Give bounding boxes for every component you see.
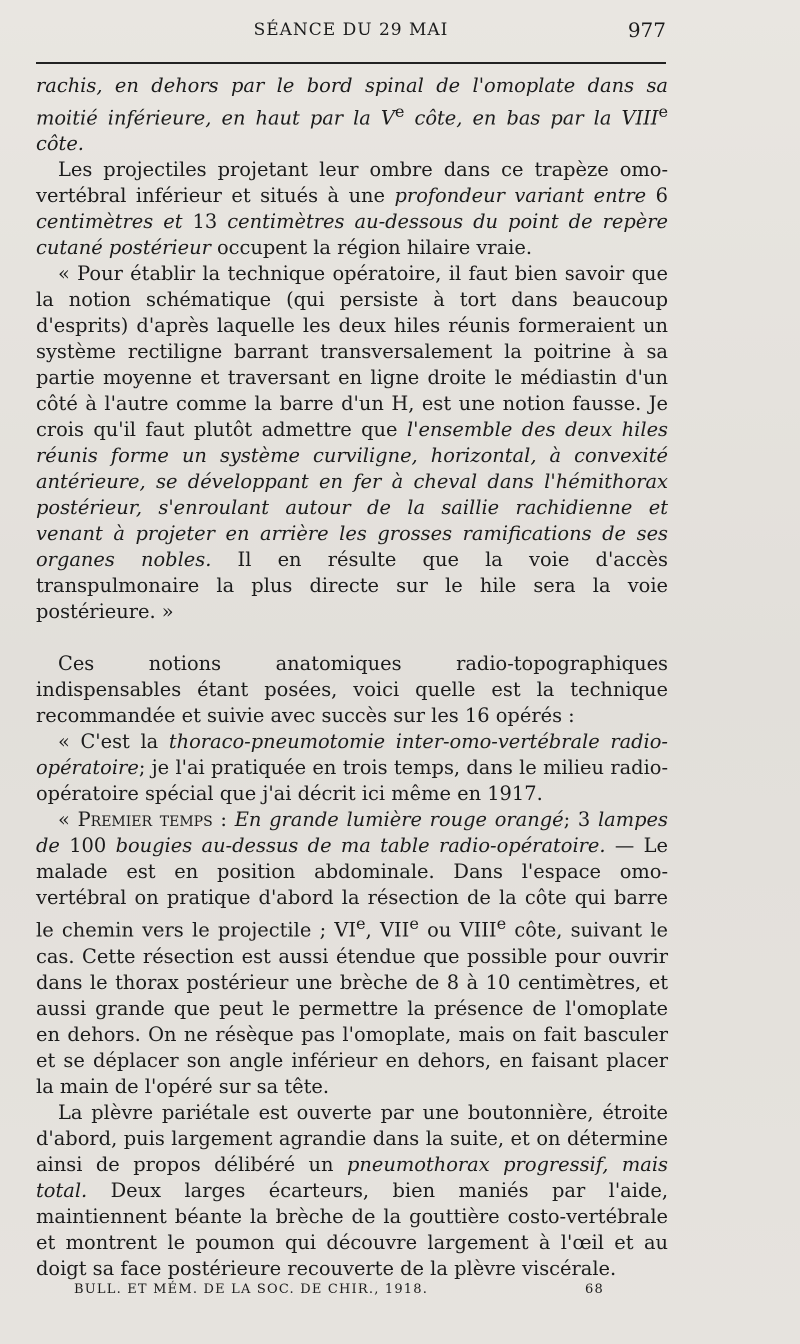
superscript: e	[658, 102, 668, 121]
italic-text: l'ensemble des deux hiles réunis forme un système curviligne, horizontal, à convexité antérieure, se développant en fer à cheval dans l'hémithorax postérieur, s'enroulant autour de la saillie rachidienne et venant à projeter en arrière les grosses ramifications de ses organes nobles.	[36, 418, 668, 572]
italic-text: centimètres au-dessous du point de repère cutané postérieur	[36, 210, 668, 260]
body-text	[36, 73, 668, 1282]
footer-sheet-number: 68	[585, 1282, 604, 1297]
text-run: :	[212, 808, 235, 832]
text-run: — Le malade est en position abdominale. Dans l'espace omo-vertébral on pratique d'abord la résection de la côte qui barre le chemin vers le projectile ; VI	[36, 834, 668, 942]
italic-text: thoraco-pneumotomie inter-omo-vertébrale radio-opératoire	[36, 730, 668, 780]
text-run: « C'est la	[58, 730, 169, 754]
superscript: e	[356, 914, 366, 934]
italic-text: lampes de	[36, 808, 668, 858]
paragraph-6	[36, 807, 668, 1099]
italic-text: côte.	[36, 132, 84, 156]
italic-text: centimètres et	[36, 210, 183, 234]
superscript: e	[496, 914, 507, 934]
page-header	[36, 14, 666, 50]
superscript: e	[394, 102, 405, 121]
paragraph-2	[36, 157, 668, 261]
text-run: 13	[182, 210, 228, 234]
paragraph-1	[36, 73, 668, 157]
page-footer	[74, 1282, 604, 1306]
italic-text: profondeur variant entre	[394, 184, 647, 208]
text-run: Les projectiles projetant leur ombre dans ce trapèze omo-vertébral inférieur et situés à une	[36, 158, 668, 208]
footer-journal: BULL. ET MÉM. DE LA SOC. DE CHIR., 1918.	[74, 1282, 429, 1297]
italic-text: En grande lumière rouge orangé	[234, 808, 564, 832]
text-run: 100	[59, 834, 116, 858]
italic-text: bougies au-dessus de ma table radio-opératoire.	[115, 834, 606, 858]
text-run: «	[58, 808, 78, 832]
text-run: ; je l'ai pratiquée en trois temps, dans le milieu radio-opératoire spécial que j'ai décrit ici même en 1917.	[36, 756, 668, 806]
italic-text: pneumothorax progressif, mais total.	[36, 1152, 668, 1202]
text-run: Deux larges écarteurs, bien maniés par l'aide, maintiennent béante la brèche de la gouttière costo-vertébrale et montrent le poumon qui découvre largement à l'œil et au doigt sa face postérieure recouverte de la plèvre viscérale.	[36, 1178, 668, 1280]
small-caps-text: Premier temps	[77, 808, 213, 832]
page-number: 977	[627, 18, 666, 42]
text-run: La plèvre pariétale est ouverte par une boutonnière, étroite d'abord, puis largement agrandie dans la suite, et on détermine ainsi de propos délibéré un	[36, 1100, 668, 1176]
superscript: e	[409, 914, 419, 934]
text-run: côte, suivant le cas. Cette résection est aussi étendue que possible pour ouvrir dans le thorax postérieur une brèche de 8 à 10 centimètres, et aussi grande que peut le permettre la présence de l'omoplate en dehors. On ne résèque pas l'omoplate, mais on fait basculer et se déplacer son angle inférieur en dehors, en faisant placer la main de l'opéré sur sa tête.	[36, 918, 668, 1098]
header-rule	[36, 62, 666, 64]
italic-text: rachis, en dehors par le bord spinal de l'omoplate dans sa moitié inférieure, en haut par la V	[36, 74, 668, 130]
text-run: ou VIII	[418, 918, 497, 942]
text-run: ; 3	[563, 808, 598, 832]
italic-text: côte, en bas par la VIII	[404, 106, 659, 130]
paragraph-3	[36, 261, 668, 625]
running-head: SÉANCE DU 29 MAI	[253, 20, 449, 40]
paragraph-4	[36, 651, 668, 729]
text-run: 6	[646, 184, 668, 208]
paragraph-7	[36, 1100, 668, 1282]
text-run: , VII	[365, 918, 410, 942]
text-run: « Pour établir la technique opératoire, il faut bien savoir que la notion schématique (qui persiste à tort dans beaucoup d'esprits) d'après laquelle les deux hiles réunis formeraient un système rectiligne barrant transversalement la poitrine à sa partie moyenne et traversant en ligne droite le médiastin d'un côté à l'autre comme la barre d'un H, est une notion fausse. Je crois qu'il faut plutôt admettre que	[36, 262, 668, 442]
text-run: occupent la région hilaire vraie.	[210, 236, 533, 260]
paragraph-5	[36, 729, 668, 807]
text-run: Ces notions anatomiques radio-topographiques indispensables étant posées, voici quelle est la technique recommandée et suivie avec succès sur les 16 opérés :	[36, 652, 668, 728]
text-run: Il en résulte que la voie d'accès transpulmonaire la plus directe sur le hile sera la voie postérieure. »	[36, 548, 668, 624]
